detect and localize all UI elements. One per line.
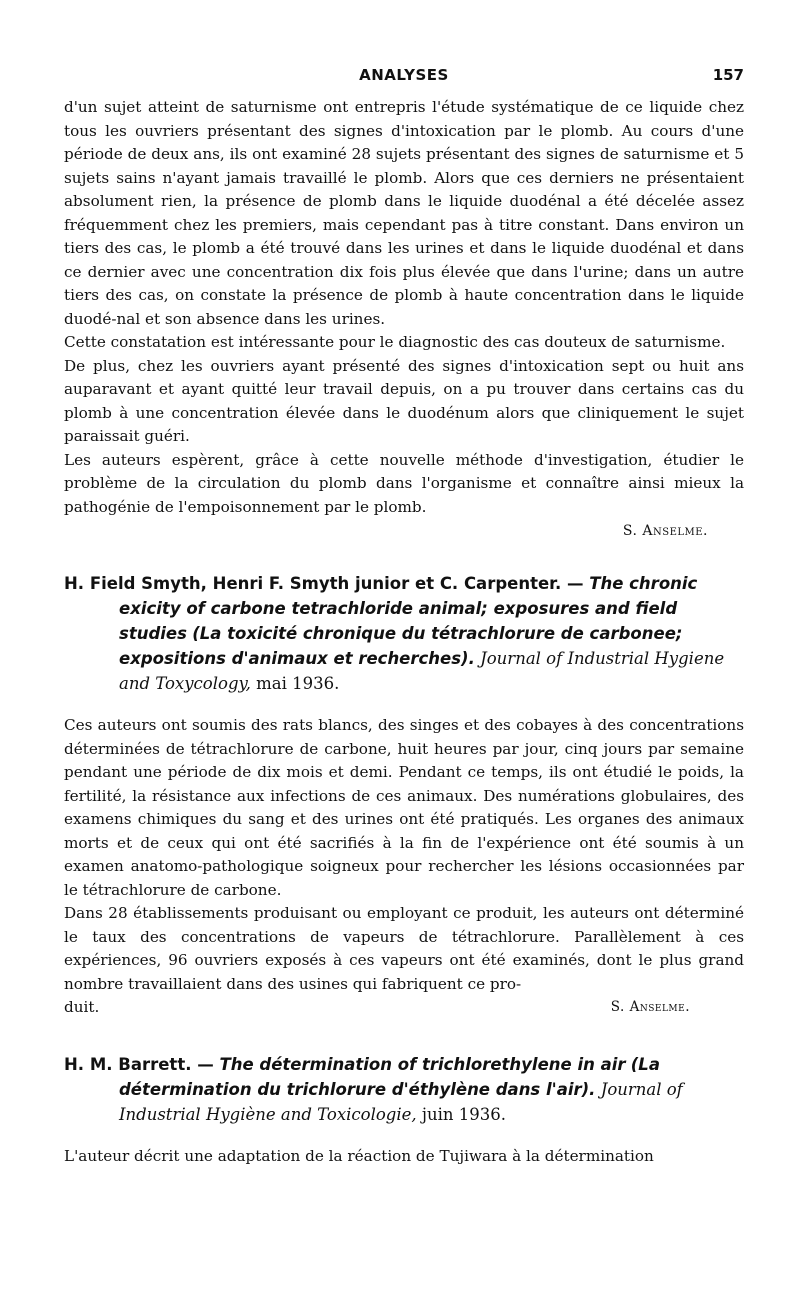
- signature-initial: S.: [622, 523, 638, 539]
- paragraph: Cette constatation est intéressante pour le diagnostic des cas douteux de saturnisme.: [64, 333, 726, 351]
- paragraph: Ces auteurs ont soumis des rats blancs, des singes et des cobayes à des concentrations déterminées de tétrachlorure de carbone, huit heures par jour, cinq jours par semaine pendant une période de dix mois et demi. Pendant ce temps, ils ont étudié le poids, la fertilité, la résistance aux infections de ces animaux. Des numérations globulaires, des examens chimiques du sang et des urines ont été pratiqués. Les organes des animaux morts et de ceux qui ont été sacrifiés à la fin de l'expérience ont été soumis à un examen anatomo-pathologique soigneux pour rechercher les lésions occasionnées par le tétrachlorure de carbone.: [64, 716, 744, 899]
- entry-title-french: (La détermination du trichlorure d'éthylène dans l'air).: [119, 1054, 660, 1099]
- page: [64, 58, 744, 1168]
- signature-name: Anselme.: [642, 523, 708, 539]
- entry-title-french: (La toxicité chronique du tétrachlorure de carbonee; expositions d'animaux et recherches).: [119, 624, 683, 668]
- entry-authors: H. Field Smyth, Henri F. Smyth junior et C. Carpenter.: [64, 574, 562, 593]
- entry-date: mai 1936.: [250, 674, 340, 693]
- entry-journal: Journal of Industrial Hygiene and Toxycology,: [119, 649, 725, 693]
- signature: S. Anselme.: [610, 999, 690, 1015]
- entry-heading: [64, 571, 744, 696]
- paragraph: L'auteur décrit une adaptation de la réaction de Tujiwara à la détermination: [64, 1146, 654, 1165]
- entry-title-english: The détermination of trichlorethylene in air: [219, 1054, 626, 1074]
- paragraph-end: duit.: [64, 998, 100, 1016]
- paragraph: d'un sujet atteint de saturnisme ont entrepris l'étude systématique de ce liquide chez tous les ouvriers présentant des signes d'intoxication par le plomb. Au cours d'une période de deux ans, ils ont examiné 28 sujets présentant des signes de saturnisme et 5 sujets sains n'ayant jamais travaillé le plomb. Alors que ces derniers ne présentaient absolument rien, la présence de plomb dans le liquide duodénal a été décelée assez fréquemment chez les premiers, mais cependant pas à titre constant. Dans environ un tiers des cas, le plomb a été trouvé dans les urines et dans le liquide duodénal et dans ce dernier avec une concentration dix fois plus élevée que dans l'urine; dans un autre tiers des cas, on constate la présence de plomb à haute concentration dans le liquide duodé-nal et son absence dans les urines.: [64, 98, 744, 328]
- entry-journal: Journal of Industrial Hygiène and Toxicologie,: [119, 1079, 683, 1124]
- signature: [64, 523, 744, 539]
- entry-dash: —: [561, 574, 590, 593]
- paragraph: Dans 28 établissements produisant ou employant ce produit, les auteurs ont déterminé le taux des concentrations de vapeurs de tétrachlorure. Parallèlement à ces expériences, 96 ouvriers exposés à ces vapeurs ont été examinés, dont le plus grand nombre travaillaient dans des usines qui fabriquent ce pro-: [64, 904, 744, 993]
- paragraph-last-line: [64, 996, 744, 1020]
- entry-heading: [64, 1052, 744, 1127]
- paragraph: De plus, chez les ouvriers ayant présenté des signes d'intoxication sept ou huit ans auparavant et ayant quitté leur travail depuis, on a pu trouver dans certains cas du plomb à une concentration élevée dans le duodénum alors que cliniquement le sujet paraissait guéri.: [64, 356, 744, 445]
- page-header: [64, 58, 744, 88]
- entry-body: [64, 1145, 744, 1169]
- running-title: ANALYSES: [359, 66, 449, 84]
- entry-date: juin 1936.: [416, 1104, 507, 1124]
- entry-dash: —: [191, 1054, 220, 1074]
- entry-body: [64, 714, 744, 1020]
- paragraph: Les auteurs espèrent, grâce à cette nouvelle méthode d'investigation, étudier le problème de la circulation du plomb dans l'organisme et connaître ainsi mieux la pathogénie de l'empoisonnement par le plomb.: [64, 450, 744, 516]
- page-number: 157: [712, 66, 744, 84]
- section-continued: [64, 96, 744, 539]
- entry-authors: H. M. Barrett.: [64, 1054, 192, 1074]
- entry-title-english: The chronic exicity of carbone tetrachloride animal; exposures and field studies: [119, 574, 698, 643]
